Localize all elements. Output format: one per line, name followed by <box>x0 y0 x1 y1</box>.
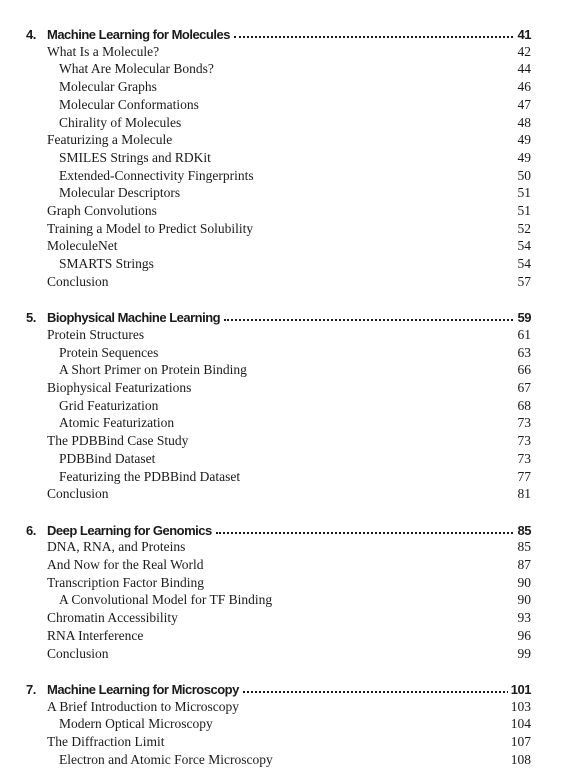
toc-section-entry[interactable] <box>0 237 567 255</box>
toc-subsection-entry[interactable] <box>0 344 567 362</box>
entry-title: The PDBBind Case Study <box>47 433 189 449</box>
chapter-title: Deep Learning for Genomics <box>47 522 212 538</box>
entry-title: Molecular Graphs <box>59 79 157 95</box>
entry-page-number: 93 <box>517 610 531 626</box>
toc-subsection-entry[interactable] <box>0 715 567 733</box>
chapter-title: Biophysical Machine Learning <box>47 310 221 326</box>
toc-subsection-entry[interactable] <box>0 468 567 486</box>
entry-title: SMILES Strings and RDKit <box>59 149 211 165</box>
entry-title: Electron and Atomic Force Microscopy <box>59 751 273 767</box>
entry-page-number: 47 <box>517 96 531 112</box>
entry-page-number: 67 <box>517 380 531 395</box>
entry-title: Chirality of Molecules <box>59 114 182 130</box>
toc-subsection-entry[interactable] <box>0 591 567 609</box>
entry-title: DNA, RNA, and Proteins <box>47 539 186 555</box>
entry-title: Transcription Factor Binding <box>47 574 204 590</box>
toc-subsection-entry[interactable] <box>0 397 567 415</box>
entry-title: MoleculeNet <box>47 238 118 254</box>
entry-title: A Short Primer on Protein Binding <box>59 362 247 378</box>
entry-page-number: 108 <box>510 751 531 767</box>
chapter-number: 7. <box>26 681 36 697</box>
chapter-title: Machine Learning for Microscopy <box>47 681 239 697</box>
toc-section-entry[interactable] <box>0 645 567 663</box>
entry-title: Conclusion <box>47 645 109 661</box>
entry-page-number: 68 <box>517 397 531 413</box>
toc-section-entry[interactable] <box>0 698 567 716</box>
chapter-title: Machine Learning for Molecules <box>47 27 230 42</box>
entry-title: What Are Molecular Bonds? <box>59 61 214 77</box>
toc-subsection-entry[interactable] <box>0 450 567 468</box>
toc-section-entry[interactable] <box>0 202 567 220</box>
toc-section-entry[interactable] <box>0 609 567 627</box>
entry-page-number: 42 <box>517 43 531 59</box>
toc-subsection-entry[interactable] <box>0 184 567 202</box>
dot-leader <box>234 36 525 38</box>
entry-title: Conclusion <box>47 273 109 289</box>
entry-page-number: 107 <box>510 734 531 749</box>
toc-section-entry[interactable] <box>0 485 567 503</box>
entry-title: Training a Model to Predict Solubility <box>47 220 254 236</box>
entry-title: What Is a Molecule? <box>47 43 160 59</box>
toc-subsection-entry[interactable] <box>0 78 567 96</box>
entry-page-number: 54 <box>517 238 531 254</box>
chapter-heading[interactable] <box>0 25 567 43</box>
entry-page-number: 52 <box>517 220 531 236</box>
toc-section-entry[interactable] <box>0 538 567 556</box>
chapter-number: 5. <box>26 310 36 326</box>
entry-title: Featurizing a Molecule <box>47 132 173 148</box>
entry-page-number: 50 <box>517 167 531 183</box>
entry-page-number: 66 <box>517 362 531 378</box>
entry-title: SMARTS Strings <box>59 256 154 272</box>
toc-subsection-entry[interactable] <box>0 361 567 379</box>
entry-page-number: 61 <box>517 326 531 342</box>
chapter-heading[interactable] <box>0 308 567 326</box>
toc-section-entry[interactable] <box>0 574 567 592</box>
entry-title: A Convolutional Model for TF Binding <box>59 592 273 608</box>
toc-section-entry[interactable] <box>0 432 567 450</box>
entry-page-number: 73 <box>517 415 531 431</box>
toc-section-entry[interactable] <box>0 273 567 291</box>
entry-page-number: 44 <box>517 61 531 77</box>
chapter-number: 4. <box>26 27 36 42</box>
entry-page-number: 73 <box>517 450 531 466</box>
entry-page-number: 48 <box>517 114 531 130</box>
entry-page-number: 90 <box>517 574 531 590</box>
entry-title: PDBBind Dataset <box>59 450 156 466</box>
entry-page-number: 51 <box>517 185 531 201</box>
dot-leader <box>243 691 525 693</box>
entry-title: Chromatin Accessibility <box>47 610 178 626</box>
entry-page-number: 104 <box>510 716 531 732</box>
entry-page-number: 57 <box>517 273 531 289</box>
toc-section-entry[interactable] <box>0 627 567 645</box>
entry-title: Grid Featurization <box>59 397 159 413</box>
entry-page-number: 81 <box>517 486 531 502</box>
entry-title: Conclusion <box>47 486 109 502</box>
chapter-number: 6. <box>26 522 36 538</box>
toc-subsection-entry[interactable] <box>0 96 567 114</box>
entry-title: RNA Interference <box>47 627 144 643</box>
toc-section-entry[interactable] <box>0 326 567 344</box>
chapter-page-number: 85 <box>515 523 531 538</box>
entry-page-number: 77 <box>517 468 531 484</box>
toc-section-entry[interactable] <box>0 733 567 751</box>
entry-title: Atomic Featurization <box>59 415 175 431</box>
entry-page-number: 51 <box>517 203 531 218</box>
entry-title: Modern Optical Microscopy <box>59 716 213 732</box>
entry-page-number: 90 <box>517 592 531 608</box>
toc-section-entry[interactable] <box>0 131 567 149</box>
entry-title: Protein Sequences <box>59 344 159 360</box>
entry-page-number: 63 <box>517 344 531 360</box>
chapter-heading[interactable] <box>0 521 567 539</box>
chapter-page-number: 101 <box>508 682 531 697</box>
dot-leader <box>216 532 525 534</box>
chapter-page-number: 41 <box>515 27 531 42</box>
dot-leader <box>224 319 525 321</box>
toc-section-entry[interactable] <box>0 556 567 574</box>
entry-page-number: 73 <box>517 433 531 449</box>
chapter-page-number: 59 <box>515 310 531 325</box>
entry-page-number: 46 <box>517 79 531 95</box>
entry-title: Biophysical Featurizations <box>47 380 192 395</box>
entry-page-number: 96 <box>517 627 531 643</box>
toc-subsection-entry[interactable] <box>0 751 567 769</box>
entry-title: Graph Convolutions <box>47 203 157 218</box>
entry-title: Protein Structures <box>47 326 145 342</box>
entry-title: A Brief Introduction to Microscopy <box>47 698 239 714</box>
toc-section-entry[interactable] <box>0 43 567 61</box>
toc-subsection-entry[interactable] <box>0 255 567 273</box>
entry-page-number: 54 <box>517 256 531 272</box>
toc-subsection-entry[interactable] <box>0 414 567 432</box>
toc-subsection-entry[interactable] <box>0 60 567 78</box>
entry-page-number: 49 <box>517 149 531 165</box>
chapter-heading[interactable] <box>0 680 567 698</box>
entry-title: And Now for the Real World <box>47 557 204 572</box>
entry-page-number: 85 <box>517 539 531 555</box>
entry-page-number: 103 <box>510 698 531 714</box>
entry-title: Molecular Conformations <box>59 96 199 112</box>
entry-page-number: 87 <box>517 557 531 572</box>
toc-subsection-entry[interactable] <box>0 149 567 167</box>
toc-subsection-entry[interactable] <box>0 167 567 185</box>
entry-page-number: 99 <box>517 645 531 661</box>
entry-title: Extended-Connectivity Fingerprints <box>59 167 254 183</box>
entry-page-number: 49 <box>517 132 531 148</box>
entry-title: Molecular Descriptors <box>59 185 181 201</box>
toc-section-entry[interactable] <box>0 379 567 397</box>
entry-title: Featurizing the PDBBind Dataset <box>59 468 241 484</box>
entry-title: The Diffraction Limit <box>47 734 165 749</box>
toc-section-entry[interactable] <box>0 220 567 238</box>
toc-subsection-entry[interactable] <box>0 114 567 132</box>
